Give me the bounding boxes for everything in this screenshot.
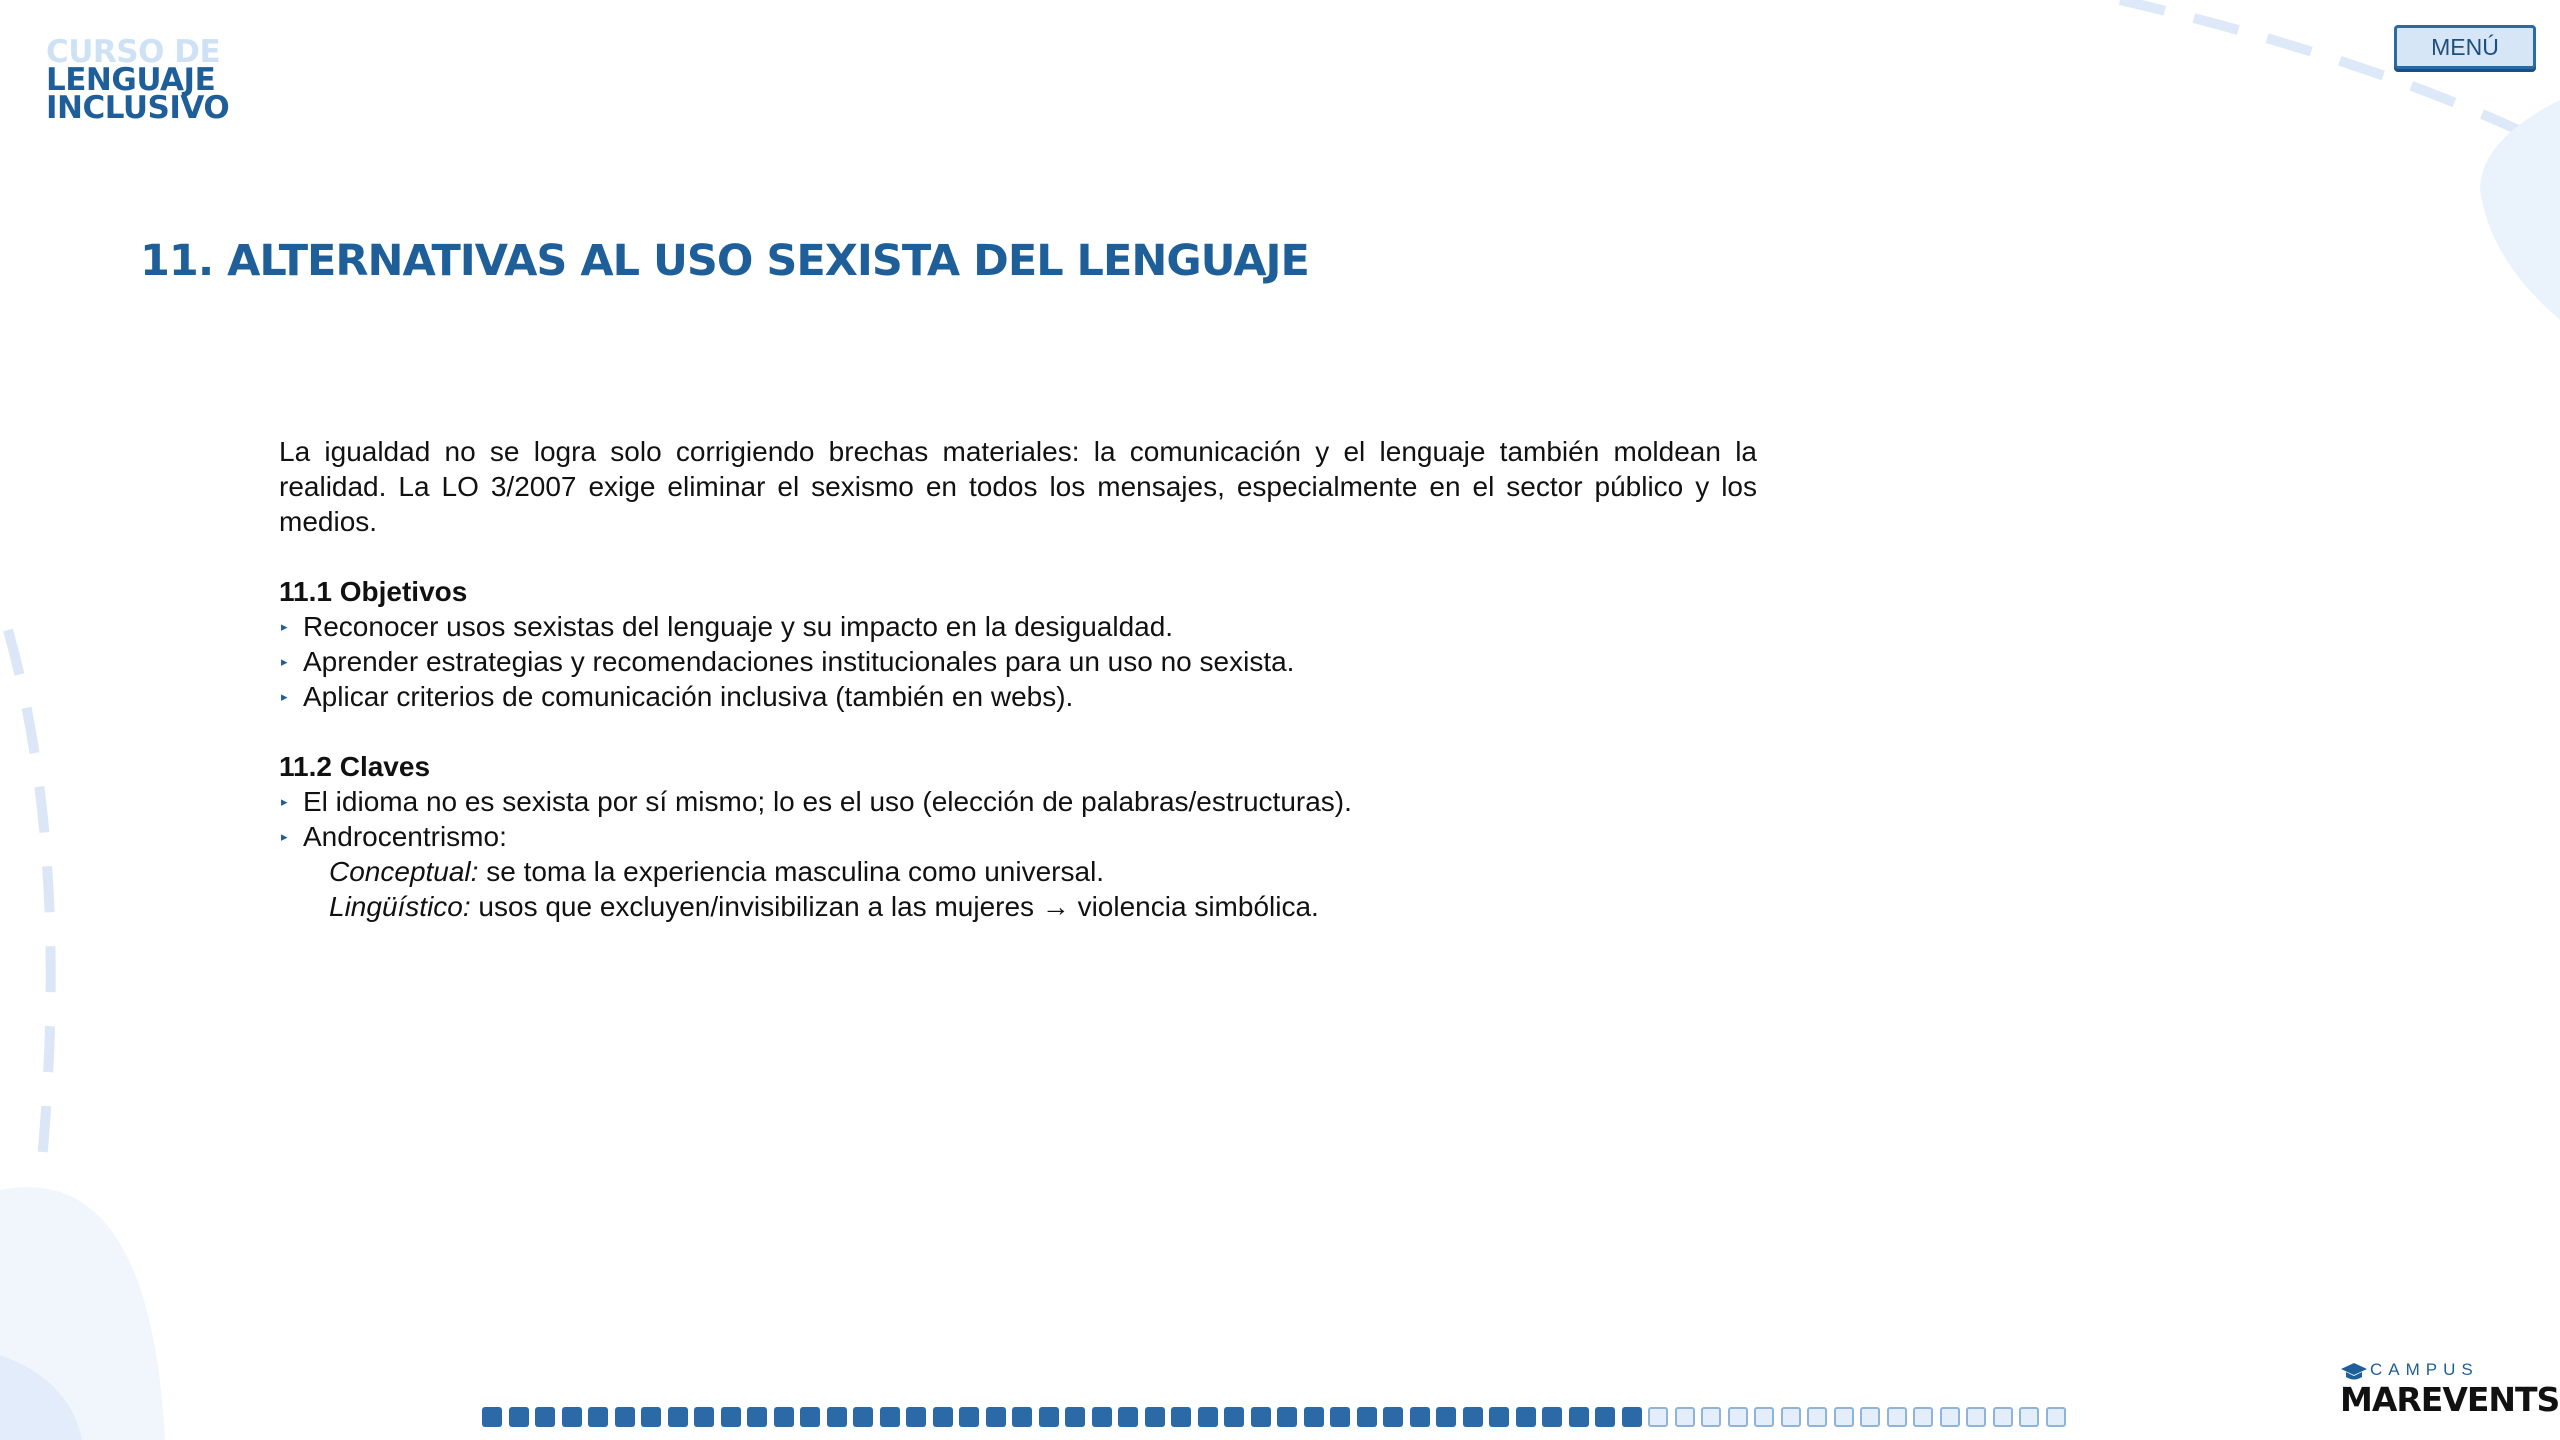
- progress-slide-indicator[interactable]: [906, 1407, 926, 1427]
- progress-slide-indicator[interactable]: [615, 1407, 635, 1427]
- list-item-text: Aplicar criterios de comunicación inclusiva (también en webs).: [303, 681, 1074, 712]
- sub-item-text: se toma la experiencia masculina como universal.: [478, 856, 1105, 887]
- progress-slide-indicator[interactable]: [1542, 1407, 1562, 1427]
- sub-item-label: Lingüístico:: [329, 891, 471, 922]
- list-item-text: El idioma no es sexista por sí mismo; lo es el uso (elección de palabras/estructuras).: [303, 786, 1352, 817]
- progress-slide-indicator[interactable]: [2019, 1407, 2039, 1427]
- progress-slide-indicator[interactable]: [641, 1407, 661, 1427]
- progress-slide-indicator[interactable]: [1224, 1407, 1244, 1427]
- objetivos-list: [279, 609, 1757, 714]
- progress-slide-indicator[interactable]: [1383, 1407, 1403, 1427]
- progress-slide-indicator[interactable]: [1489, 1407, 1509, 1427]
- list-item-text: Aprender estrategias y recomendaciones institucionales para un uso no sexista.: [303, 646, 1295, 677]
- progress-slide-indicator[interactable]: [933, 1407, 953, 1427]
- sub-item-linguistico: [279, 889, 1757, 924]
- graduation-cap-icon: [2340, 1362, 2368, 1382]
- progress-slide-indicator[interactable]: [1728, 1407, 1748, 1427]
- progress-slide-indicator[interactable]: [1595, 1407, 1615, 1427]
- campus-marevents-logo: [2340, 1360, 2560, 1420]
- claves-list: [279, 784, 1757, 854]
- list-item: [279, 679, 1757, 714]
- progress-slide-indicator[interactable]: [1065, 1407, 1085, 1427]
- dashed-arc-left: [8, 630, 51, 1160]
- list-item: [279, 609, 1757, 644]
- progress-slide-indicator[interactable]: [959, 1407, 979, 1427]
- course-title-line1: CURSO DE: [46, 34, 221, 70]
- progress-slide-indicator[interactable]: [1198, 1407, 1218, 1427]
- progress-slide-indicator[interactable]: [509, 1407, 529, 1427]
- triangle-bullet-icon: ▸: [281, 794, 288, 809]
- progress-slide-indicator[interactable]: [1569, 1407, 1589, 1427]
- list-item: [279, 819, 1757, 854]
- list-item: [279, 784, 1757, 819]
- progress-slide-indicator[interactable]: [721, 1407, 741, 1427]
- progress-slide-indicator[interactable]: [1092, 1407, 1112, 1427]
- progress-slide-indicator[interactable]: [880, 1407, 900, 1427]
- dashed-arc-top-right: [2120, 0, 2560, 150]
- sub-item-conceptual: [279, 854, 1757, 889]
- objetivos-heading: 11.1 Objetivos: [279, 576, 468, 607]
- progress-slide-indicator[interactable]: [1436, 1407, 1456, 1427]
- triangle-bullet-icon: ▸: [281, 619, 288, 634]
- sub-item-label: Conceptual:: [329, 856, 479, 887]
- progress-slide-indicator[interactable]: [774, 1407, 794, 1427]
- list-item-text: Reconocer usos sexistas del lenguaje y su impacto en la desigualdad.: [303, 611, 1174, 642]
- triangle-bullet-icon: ▸: [281, 654, 288, 669]
- content-body: [279, 434, 1757, 924]
- course-title: [46, 34, 286, 126]
- progress-slide-indicator[interactable]: [827, 1407, 847, 1427]
- progress-slide-indicator[interactable]: [1118, 1407, 1138, 1427]
- progress-slide-indicator[interactable]: [1993, 1407, 2013, 1427]
- progress-slide-indicator[interactable]: [482, 1407, 502, 1427]
- progress-slide-indicator[interactable]: [1463, 1407, 1483, 1427]
- progress-slide-indicator[interactable]: [1754, 1407, 1774, 1427]
- progress-slide-indicator[interactable]: [853, 1407, 873, 1427]
- progress-slide-indicator[interactable]: [800, 1407, 820, 1427]
- progress-slide-indicator[interactable]: [1039, 1407, 1059, 1427]
- logo-campus-text: CAMPUS: [2370, 1360, 2479, 1379]
- progress-slide-indicator[interactable]: [1781, 1407, 1801, 1427]
- progress-slide-indicator[interactable]: [1277, 1407, 1297, 1427]
- progress-slide-indicator[interactable]: [1012, 1407, 1032, 1427]
- progress-slide-indicator[interactable]: [1834, 1407, 1854, 1427]
- page-title: 11. ALTERNATIVAS AL USO SEXISTA DEL LENGUAJE: [140, 236, 1309, 286]
- logo-brand-text: MAREVENTS: [2340, 1380, 2560, 1419]
- triangle-bullet-icon: ▸: [281, 829, 288, 844]
- progress-slide-indicator[interactable]: [1966, 1407, 1986, 1427]
- progress-slide-indicator[interactable]: [1807, 1407, 1827, 1427]
- intro-paragraph: La igualdad no se logra solo corrigiendo brechas materiales: la comunicación y el lenguaje también moldean la realidad. La LO 3/2007 exige eliminar el sexismo en todos los mensajes, especialmente en el sector público y los medios.: [279, 436, 1757, 537]
- progress-slide-indicator[interactable]: [1860, 1407, 1880, 1427]
- progress-slide-indicator[interactable]: [2046, 1407, 2066, 1427]
- list-item: [279, 644, 1757, 679]
- progress-slide-indicator[interactable]: [1887, 1407, 1907, 1427]
- progress-slide-indicator[interactable]: [1648, 1407, 1668, 1427]
- progress-slide-indicator[interactable]: [1675, 1407, 1695, 1427]
- progress-slide-indicator[interactable]: [1940, 1407, 1960, 1427]
- slide-progress-bar: [482, 1407, 2066, 1427]
- progress-slide-indicator[interactable]: [1304, 1407, 1324, 1427]
- progress-slide-indicator[interactable]: [588, 1407, 608, 1427]
- list-item-text: Androcentrismo:: [303, 821, 507, 852]
- progress-slide-indicator[interactable]: [1357, 1407, 1377, 1427]
- progress-slide-indicator[interactable]: [986, 1407, 1006, 1427]
- progress-slide-indicator[interactable]: [1171, 1407, 1191, 1427]
- progress-slide-indicator[interactable]: [694, 1407, 714, 1427]
- progress-slide-indicator[interactable]: [668, 1407, 688, 1427]
- menu-button[interactable]: MENÚ: [2394, 25, 2536, 69]
- course-title-line3: INCLUSIVO: [46, 90, 230, 126]
- course-title-line2: LENGUAJE: [46, 62, 216, 98]
- claves-heading: 11.2 Claves: [279, 751, 431, 782]
- progress-slide-indicator[interactable]: [747, 1407, 767, 1427]
- progress-slide-indicator[interactable]: [1251, 1407, 1271, 1427]
- progress-slide-indicator[interactable]: [1330, 1407, 1350, 1427]
- progress-slide-indicator[interactable]: [1701, 1407, 1721, 1427]
- blob-top-right: [2480, 100, 2560, 320]
- progress-slide-indicator[interactable]: [562, 1407, 582, 1427]
- triangle-bullet-icon: ▸: [281, 689, 288, 704]
- progress-slide-indicator[interactable]: [1145, 1407, 1165, 1427]
- progress-slide-indicator[interactable]: [535, 1407, 555, 1427]
- sub-item-text: usos que excluyen/invisibilizan a las mujeres → violencia simbólica.: [470, 891, 1319, 922]
- progress-slide-indicator[interactable]: [1913, 1407, 1933, 1427]
- progress-slide-indicator[interactable]: [1410, 1407, 1430, 1427]
- progress-slide-indicator[interactable]: [1622, 1407, 1642, 1427]
- progress-slide-indicator[interactable]: [1516, 1407, 1536, 1427]
